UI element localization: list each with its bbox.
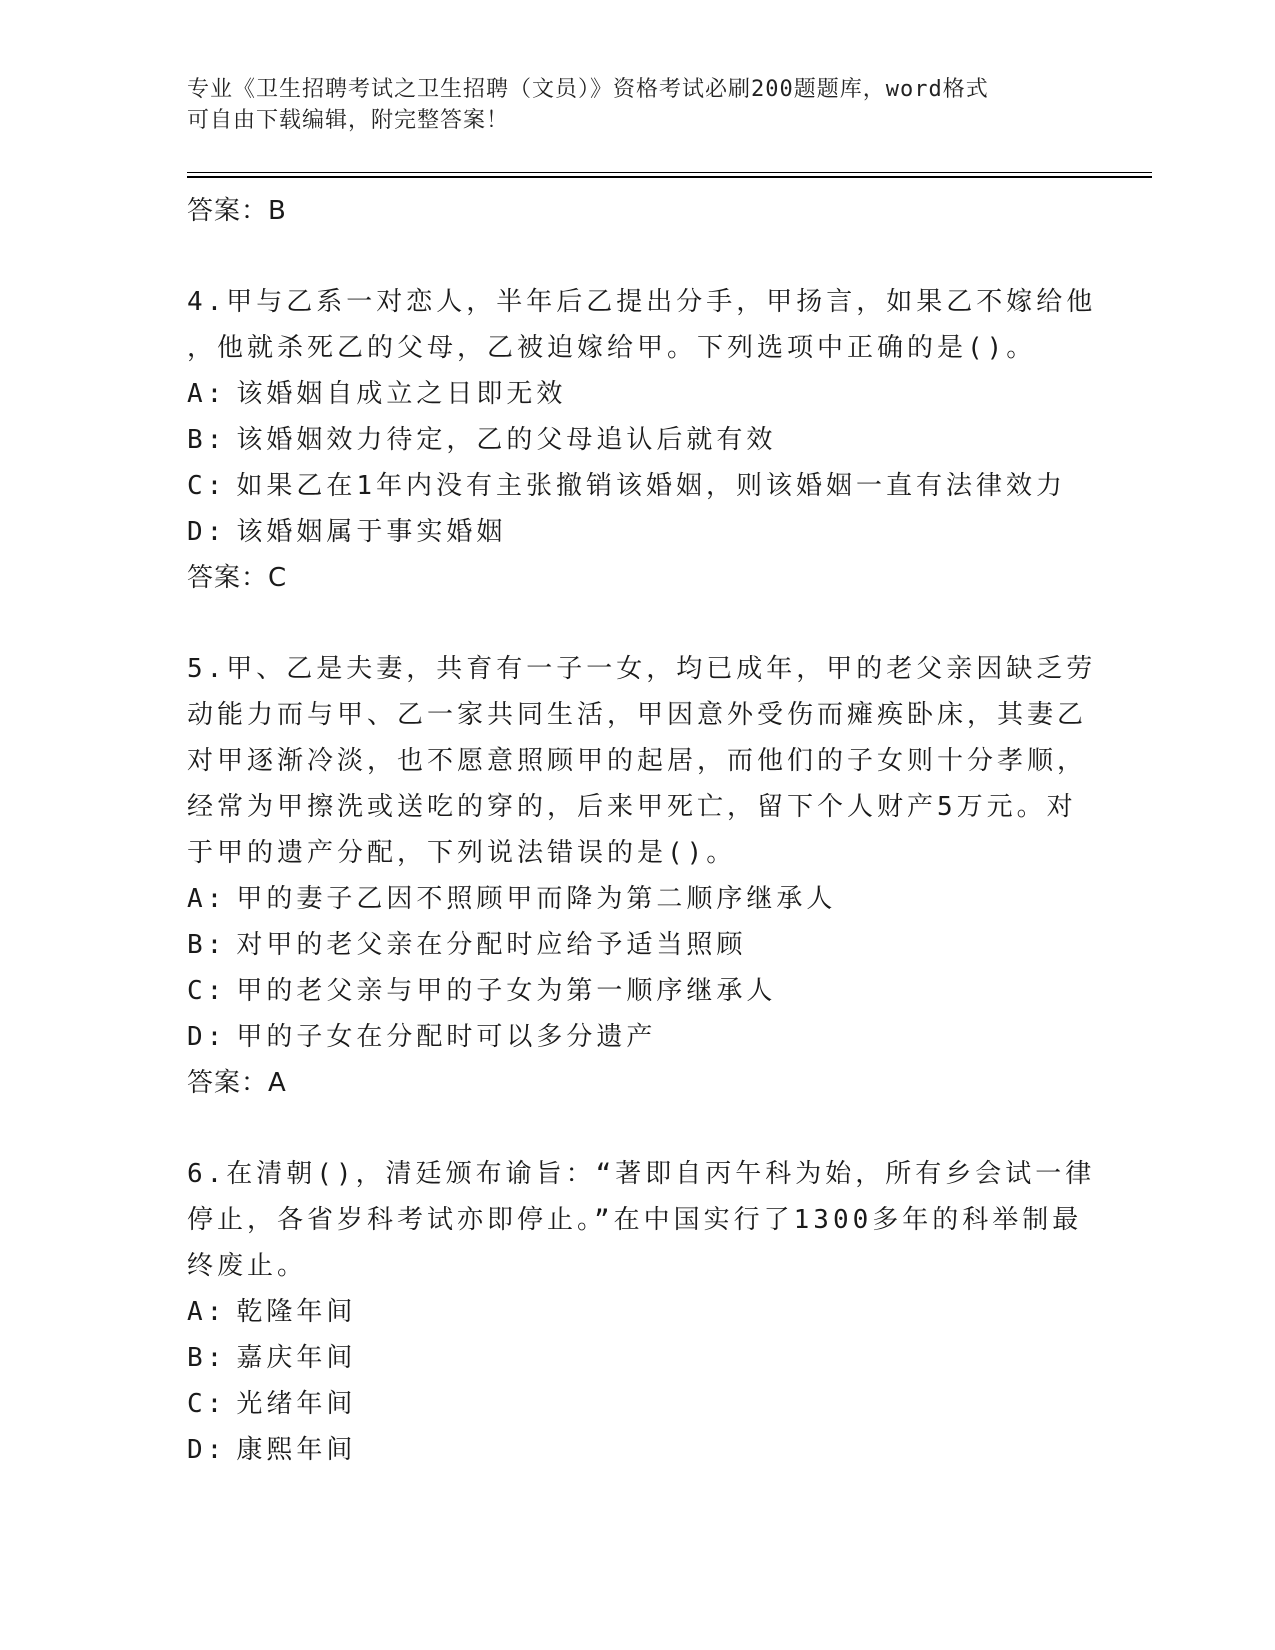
question-text-line: 停止，各省岁科考试亦即停止。”在中国实行了1300多年的科举制最	[187, 1205, 1083, 1235]
option-letter: B:	[187, 425, 227, 455]
option-c	[187, 463, 1087, 509]
question-5	[187, 646, 1097, 1106]
option-text: 对甲的老父亲在分配时应给予适当照顾	[236, 930, 747, 960]
document-header	[187, 74, 1087, 136]
option-text: 嘉庆年间	[236, 1343, 357, 1373]
option-b	[187, 417, 1087, 463]
header-rule-thick	[187, 176, 1152, 178]
question-text-line: 经常为甲擦洗或送吃的穿的，后来甲死亡，留下个人财产5万元。对	[187, 792, 1077, 822]
option-text: 该婚姻效力待定，乙的父母追认后就有效	[236, 425, 777, 455]
question-text-line: 终废止。	[187, 1251, 308, 1281]
question-4	[187, 279, 1097, 601]
answer-line: 答案：B	[187, 196, 287, 226]
option-letter: C:	[187, 1389, 227, 1419]
option-text: 甲的妻子乙因不照顾甲而降为第二顺序继承人	[236, 884, 837, 914]
option-d	[187, 1427, 1087, 1473]
option-letter: D:	[187, 1435, 227, 1465]
header-rule-thin	[187, 172, 1152, 173]
option-d	[187, 1014, 1087, 1060]
question-text-line: 5.甲、乙是夫妻，共育有一子一女，均已成年，甲的老父亲因缺乏劳	[187, 654, 1097, 684]
option-letter: C:	[187, 976, 227, 1006]
question-text-line: 4.甲与乙系一对恋人，半年后乙提出分手，甲扬言，如果乙不嫁给他	[187, 287, 1097, 317]
question-text-line: 动能力而与甲、乙一家共同生活，甲因意外受伤而瘫痪卧床，其妻乙	[187, 700, 1088, 730]
option-text: 该婚姻属于事实婚姻	[236, 517, 507, 547]
option-text: 该婚姻自成立之日即无效	[236, 379, 567, 409]
option-letter: C:	[187, 471, 227, 501]
option-c	[187, 1381, 1087, 1427]
option-a	[187, 1289, 1087, 1335]
option-text: 康熙年间	[236, 1435, 357, 1465]
option-text: 光绪年间	[236, 1389, 357, 1419]
option-letter: D:	[187, 517, 227, 547]
answer-line: 答案：C	[187, 563, 288, 593]
option-text: 甲的老父亲与甲的子女为第一顺序继承人	[236, 976, 777, 1006]
option-b	[187, 922, 1087, 968]
option-a	[187, 876, 1087, 922]
option-letter: B:	[187, 930, 227, 960]
option-d	[187, 509, 1087, 555]
option-letter: A:	[187, 884, 227, 914]
question-6	[187, 1151, 1096, 1473]
header-line-2: 可自由下载编辑，附完整答案！	[187, 108, 510, 133]
question-list	[187, 188, 1097, 1473]
option-letter: A:	[187, 1297, 227, 1327]
option-text: 甲的子女在分配时可以多分遗产	[236, 1022, 657, 1052]
question-text-line: 对甲逐渐冷淡，也不愿意照顾甲的起居，而他们的子女则十分孝顺，	[187, 746, 1088, 776]
question-text-line: 于甲的遗产分配，下列说法错误的是()。	[187, 838, 737, 868]
option-letter: A:	[187, 379, 227, 409]
option-a	[187, 371, 1087, 417]
option-text: 如果乙在1年内没有主张撤销该婚姻，则该婚姻一直有法律效力	[236, 471, 1066, 501]
header-line-1: 专业《卫生招聘考试之卫生招聘（文员）》资格考试必刷200题题库，word格式	[187, 77, 989, 102]
option-text: 乾隆年间	[236, 1297, 357, 1327]
question-text-line: 6.在清朝()，清廷颁布谕旨：“著即自丙午科为始，所有乡会试一律	[187, 1159, 1096, 1189]
answer-line: 答案：A	[187, 1068, 287, 1098]
option-letter: B:	[187, 1343, 227, 1373]
question-text-line: ，他就杀死乙的父母，乙被迫嫁给甲。下列选项中正确的是()。	[187, 333, 1037, 363]
option-c	[187, 968, 1087, 1014]
option-letter: D:	[187, 1022, 227, 1052]
option-b	[187, 1335, 1087, 1381]
